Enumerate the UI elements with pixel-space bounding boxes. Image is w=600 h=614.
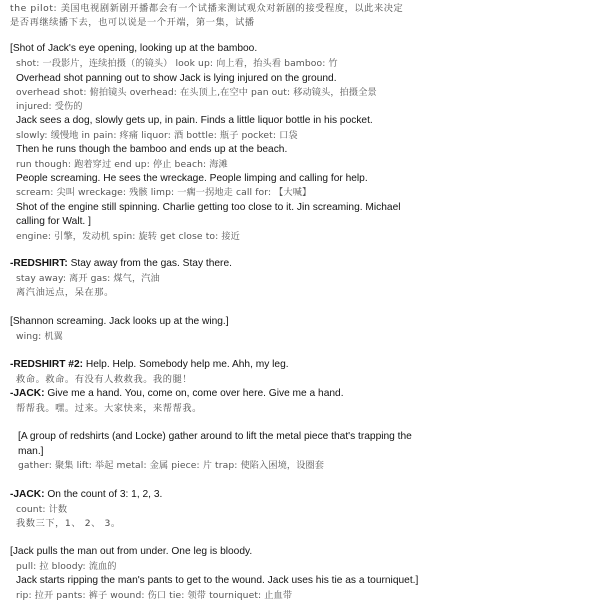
dialogue-line (10, 387, 344, 401)
translation-line: 救命。救命。有没有人救救我。我的腿！ (16, 374, 193, 385)
scene-description: [A group of redshirts (and Locke) gather around to lift the metal piece that's trapping the (18, 431, 412, 442)
vocabulary-line: slowly: 缓慢地 in pain: 疼痛 liquor: 酒 bottle: 瓶子 pocket: 口袋 (16, 130, 298, 141)
translation-line: 我数三下，1、 2、 3。 (16, 518, 121, 529)
scene-description: Shot of the engine still spinning. Charlie getting too close to it. Jin screaming. Michael (16, 202, 401, 213)
vocabulary-line: shot: 一段影片，连续拍摄（的镜头） look up: 向上看，抬头看 bamboo: 竹 (16, 58, 338, 69)
dialogue-line (10, 358, 289, 372)
dialogue-text: Stay away from the gas. Stay there. (67, 258, 232, 269)
vocabulary-line: pull: 拉 bloody: 流血的 (16, 561, 117, 572)
speaker-name: -JACK: (10, 489, 45, 500)
speaker-name: -REDSHIRT #2: (10, 359, 84, 370)
vocabulary-line: scream: 尖叫 wreckage: 残骸 limp: 一瘸一拐地走 call for: 【大喊】 (16, 187, 312, 198)
vocabulary-line: run though: 跑着穿过 end up: 停止 beach: 海滩 (16, 159, 228, 170)
dialogue-text: On the count of 3: 1, 2, 3. (44, 489, 163, 500)
dialogue-line (10, 257, 232, 271)
translation-line: 离汽油远点，呆在那。 (16, 287, 114, 298)
scene-description: [Shot of Jack's eye opening, looking up at the bamboo. (10, 43, 258, 54)
scene-description: Jack sees a dog, slowly gets up, in pain. Finds a little liquor bottle in his pocket. (16, 115, 373, 126)
vocabulary-line: stay away: 离开 gas: 煤气，汽油 (16, 273, 160, 284)
scene-description: [Shannon screaming. Jack looks up at the wing.] (10, 316, 229, 327)
dialogue-text: Give me a hand. You, come on, come over here. Give me a hand. (44, 388, 344, 399)
vocabulary-line: count: 计数 (16, 504, 68, 515)
scene-description: Then he runs though the bamboo and ends up at the beach. (16, 144, 288, 155)
dialogue-line (10, 488, 162, 502)
scene-description: [Jack pulls the man out from under. One leg is bloody. (10, 546, 253, 557)
speaker-name: -REDSHIRT: (10, 258, 68, 269)
vocabulary-line: injured: 受伤的 (16, 101, 83, 112)
vocabulary-line: rip: 拉开 pants: 裤子 wound: 伤口 tie: 领带 tourniquet: 止血带 (16, 590, 293, 601)
scene-description: calling for Walt. ] (16, 216, 91, 227)
translation-line: 帮帮我。嘿。过来。大家快来，来帮帮我。 (16, 403, 202, 414)
vocabulary-line: gather: 聚集 lift: 举起 metal: 金属 piece: 片 trap: 使陷入困境，设圈套 (18, 460, 325, 471)
scene-description: People screaming. He sees the wreckage. People limping and calling for help. (16, 173, 368, 184)
vocabulary-line: overhead shot: 俯拍镜头 overhead: 在头顶上,在空中 pan out: 移动镜头，拍摄全景 (16, 87, 377, 98)
scene-description: Overhead shot panning out to show Jack is lying injured on the ground. (16, 73, 337, 84)
vocabulary-line: engine: 引擎，发动机 spin: 旋转 get close to: 接近 (16, 231, 240, 242)
pilot-note-line-2: 是否再继续播下去，也可以说是一个开端，第一集，试播 (10, 17, 255, 28)
scene-description: Jack starts ripping the man's pants to get to the wound. Jack uses his tie as a tourniquet.] (16, 575, 419, 586)
scene-description: man.] (18, 446, 44, 457)
vocabulary-line: wing: 机翼 (16, 331, 63, 342)
pilot-note-line-1: the pilot: 美国电视剧新剧开播都会有一个试播来测试观众对新剧的接受程度，以此来决定 (10, 3, 404, 14)
dialogue-text: Help. Help. Somebody help me. Ahh, my leg. (83, 359, 289, 370)
speaker-name: -JACK: (10, 388, 45, 399)
